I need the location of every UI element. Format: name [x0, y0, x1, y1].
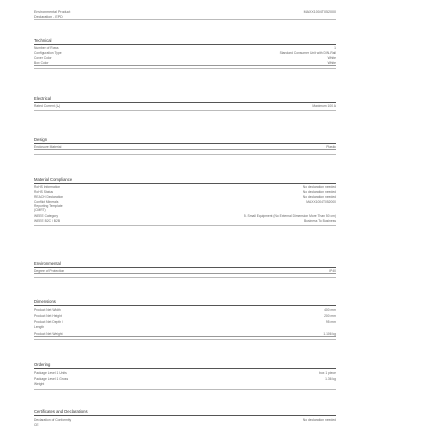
spec-value: Maximum 100 A — [312, 104, 336, 108]
spec-label: Package Level 1 Units — [34, 371, 67, 375]
spec-row — [34, 423, 336, 427]
spec-row — [34, 51, 336, 55]
section-end-rule — [34, 225, 336, 226]
section-title: Technical — [34, 38, 52, 43]
spec-label: Degree of Protection — [34, 269, 65, 273]
spec-label: RoHS Information — [34, 185, 61, 189]
spec-row — [34, 371, 336, 375]
spec-row — [34, 320, 336, 324]
spec-row — [34, 382, 336, 386]
spec-value: Standard Consumer Unit with DIN-Rail — [279, 51, 336, 55]
spec-label: WEEE Category — [34, 214, 59, 218]
spec-row — [34, 61, 336, 66]
spec-label: Conflict Minerals — [34, 200, 59, 204]
spec-value: No declaration needed — [302, 195, 336, 199]
spec-row — [34, 208, 336, 212]
spec-row — [34, 377, 336, 381]
spec-value: 95 mm — [325, 320, 336, 324]
spec-row — [34, 56, 336, 60]
spec-value: box 1 piece — [319, 371, 336, 375]
section-title: Certificates and Declarations — [34, 409, 88, 414]
section-end-rule — [34, 154, 336, 155]
section-rule — [34, 102, 336, 103]
spec-label: CE — [34, 423, 39, 427]
spec-row — [34, 418, 336, 422]
spec-label: Reporting Template — [34, 204, 63, 208]
spec-label: Declaration of Conformity — [34, 418, 72, 422]
section-end-rule — [34, 339, 336, 340]
spec-row — [34, 332, 336, 337]
spec-value: 1.36 kg — [325, 377, 336, 381]
spec-row — [34, 190, 336, 194]
spec-value: No declaration needed — [302, 418, 336, 422]
spec-value: Plastic — [326, 145, 336, 149]
section-rule — [34, 305, 336, 306]
section-end-rule — [34, 110, 336, 111]
spec-label: Product Net Depth / — [34, 320, 63, 324]
spec-label: Cover Color — [34, 56, 52, 60]
header-divider — [34, 19, 336, 20]
spec-value: No declaration needed — [302, 190, 336, 194]
spec-label: Weight — [34, 382, 45, 386]
section-title: Environmental — [34, 261, 61, 266]
spec-row — [34, 104, 336, 108]
spec-row — [34, 185, 336, 189]
spec-label: Product Net Weight — [34, 332, 63, 336]
spec-value: MAXX1004T052000 — [306, 200, 336, 204]
product-id: MAXX1004T052000 — [303, 10, 336, 14]
spec-label: (CMRT) — [34, 208, 46, 212]
spec-label: RoHS Status — [34, 190, 54, 194]
spec-label: Configuration Type — [34, 51, 62, 55]
spec-label: Product Net Width — [34, 308, 61, 312]
spec-row — [34, 269, 336, 274]
spec-label: Package Level 1 Gross — [34, 377, 69, 381]
section-end-rule — [34, 68, 336, 69]
spec-value: 5. Small Equipment (No External Dimension More Than 50 cm) — [243, 214, 336, 218]
section-end-rule — [34, 389, 336, 390]
spec-label: Number of Rows — [34, 46, 59, 50]
spec-value: IP40 — [329, 269, 336, 273]
spec-row — [34, 195, 336, 199]
spec-label: Length — [34, 325, 45, 329]
spec-value: 1.106 kg — [323, 332, 336, 336]
section-rule — [34, 415, 336, 416]
section-rule — [34, 368, 336, 369]
section-rule — [34, 143, 336, 144]
section-rule — [34, 44, 336, 45]
spec-value: White — [327, 61, 336, 65]
header-title-line2: Declaration - EPD — [34, 15, 63, 19]
spec-row — [34, 214, 336, 218]
spec-row — [34, 145, 336, 150]
spec-value: Business To Business — [303, 219, 336, 223]
section-rule — [34, 267, 336, 268]
spec-label: Rated Current (Iₙ) — [34, 104, 61, 108]
section-title: Dimensions — [34, 299, 56, 304]
section-end-rule — [34, 277, 336, 278]
spec-label: WEEE B2C / B2B — [34, 219, 61, 223]
spec-row — [34, 219, 336, 223]
section-title: Electrical — [34, 96, 51, 101]
spec-row — [34, 314, 336, 318]
section-rule — [34, 183, 336, 184]
spec-value: White — [327, 56, 336, 60]
spec-row — [34, 308, 336, 312]
spec-value: 1 — [334, 46, 336, 50]
spec-row — [34, 325, 336, 329]
spec-value: 200 mm — [324, 314, 336, 318]
section-title: Ordering — [34, 362, 51, 367]
spec-label: Product Net Height — [34, 314, 62, 318]
section-title: Material Compliance — [34, 177, 73, 182]
spec-label: Enclosure Material — [34, 145, 62, 149]
section-title: Design — [34, 137, 48, 142]
spec-label: Box Color — [34, 61, 49, 65]
header-title-line1: Environmental Product — [34, 10, 71, 14]
spec-label: REACH Declaration — [34, 195, 64, 199]
spec-row — [34, 46, 336, 50]
spec-value: No declaration needed — [302, 185, 336, 189]
spec-value: 400 mm — [324, 308, 336, 312]
